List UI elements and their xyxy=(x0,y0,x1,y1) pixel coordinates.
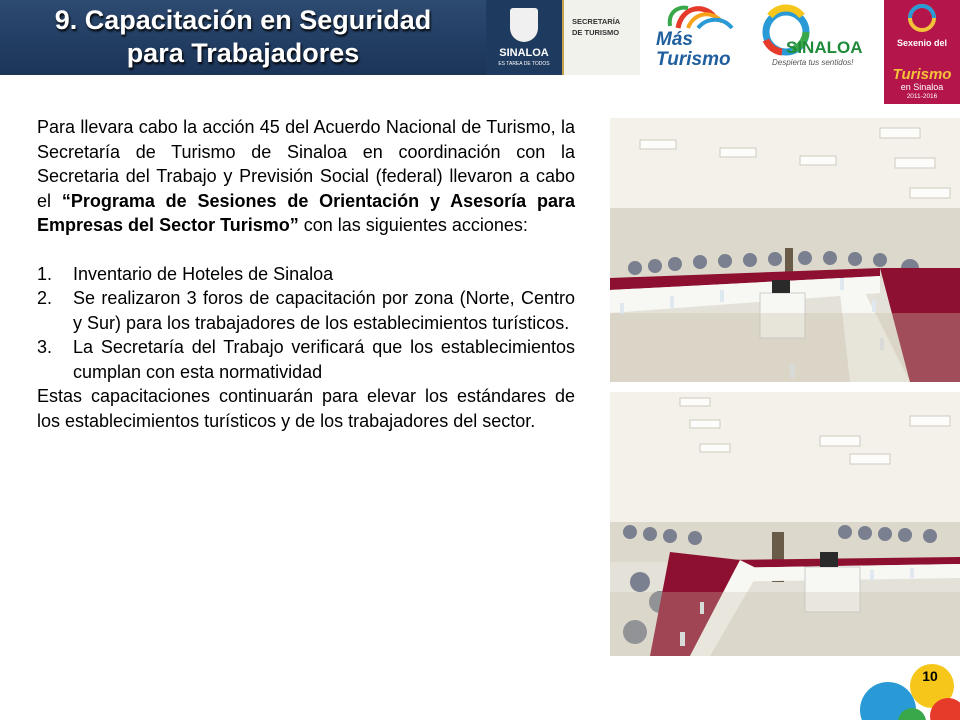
mas-turismo-line-2: Turismo xyxy=(656,49,731,70)
program-name: “Programa de Sesiones de Orientación y Asesoría para Empresas del Sector Turismo” xyxy=(37,190,575,235)
page-title xyxy=(0,4,486,70)
list-item-number: 1. xyxy=(37,263,53,284)
sexenio-turismo-logo xyxy=(884,0,960,104)
sinaloa-turismo-tagline: Despierta tus sentidos! xyxy=(772,58,854,67)
page-number: 10 xyxy=(922,668,938,684)
list-item-number: 2. xyxy=(37,288,53,308)
sinaloa-gov-name: SINALOA xyxy=(499,47,549,59)
list-item xyxy=(37,335,575,384)
intro-text: Para llevara cabo la acción 45 del Acuerdo Nacional de Turismo, la Secretaría de Turismo de Sinaloa en coordinación con la Secretaria del Trabajo y Previsión Social (federal) llevaron a cabo el xyxy=(37,117,575,211)
training-session-photo-1 xyxy=(610,118,960,382)
title-line-1: 9. Capacitación en Seguridad xyxy=(54,5,432,35)
sexenio-years: 2011-2016 xyxy=(906,93,938,100)
sexenio-swirl-icon xyxy=(884,0,960,40)
mas-turismo-line-1: Más xyxy=(656,29,693,50)
sinaloa-turismo-name: SINALOA xyxy=(786,38,863,57)
mas-turismo-name xyxy=(656,30,731,70)
meeting-room-image xyxy=(610,118,960,382)
list-item xyxy=(37,286,575,335)
sinaloa-government-logo xyxy=(486,0,562,75)
actions-list xyxy=(37,262,575,385)
main-content xyxy=(37,115,575,433)
intro-end-text: con las siguientes acciones: xyxy=(298,215,528,235)
title-bar xyxy=(0,0,486,75)
sexenio-line-3: en Sinaloa xyxy=(900,82,944,92)
secretaria-turismo-text: SECRETARÍA DE TURISMO xyxy=(572,17,621,37)
coat-of-arms-icon xyxy=(510,8,538,42)
title-line-2: para Trabajadores xyxy=(126,38,360,68)
mas-turismo-logo xyxy=(648,2,748,74)
closing-paragraph: Estas capacitaciones continuarán para elevar los estándares de los establecimientos turísticos y de los trabajadores del sector. xyxy=(37,386,575,431)
secretaria-turismo-logo xyxy=(562,0,640,75)
training-session-photo-2 xyxy=(610,392,960,656)
intro-paragraph xyxy=(37,115,575,238)
list-item-text: Inventario de Hoteles de Sinaloa xyxy=(73,263,334,284)
sinaloa-gov-tagline: ES TAREA DE TODOS xyxy=(498,61,550,67)
list-item-text: La Secretaría del Trabajo verificará que los establecimientos cumplan con esta normatividad xyxy=(73,337,575,382)
list-item xyxy=(37,262,575,287)
sexenio-line-1: Sexenio del xyxy=(896,38,948,48)
meeting-room-image xyxy=(610,392,960,656)
list-item-number: 3. xyxy=(37,337,53,357)
sexenio-line-2: Turismo xyxy=(892,66,952,83)
sinaloa-turismo-logo xyxy=(752,2,880,74)
list-item-text: Se realizaron 3 foros de capacitación por zona (Norte, Centro y Sur) para los trabajadores de los establecimientos turísticos. xyxy=(73,288,575,333)
